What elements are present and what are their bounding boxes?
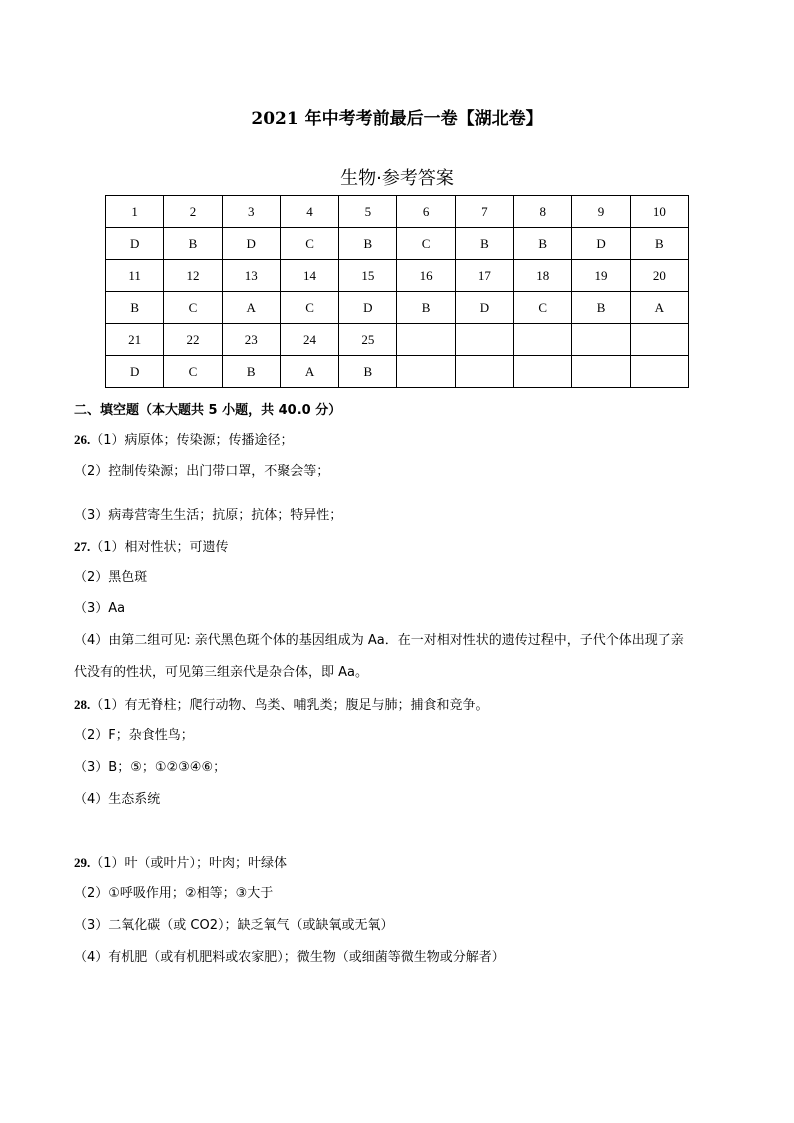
q28-text-1: （1）有无脊柱；爬行动物、鸟类、哺乳类；腹足与肺；捕食和竞争。	[90, 698, 489, 713]
table-cell: C	[164, 292, 222, 324]
page-subtitle: 生物·参考答案	[340, 168, 454, 189]
table-cell: B	[222, 356, 280, 388]
q28-line-4: （4）生态系统	[74, 792, 161, 807]
table-row-numbers	[106, 324, 689, 356]
table-cell: 1	[106, 196, 164, 228]
table-cell: B	[164, 228, 222, 260]
table-cell: C	[514, 292, 572, 324]
q29-number: 29.	[74, 855, 91, 870]
q27-line-3: （3）Aa	[74, 601, 126, 616]
table-cell: 23	[222, 324, 280, 356]
table-cell: 21	[106, 324, 164, 356]
table-cell: B	[514, 228, 572, 260]
q27-line-4a: （4）由第二组可见: 亲代黑色斑个体的基因组成为 Aa．在一对相对性状的遗传过程中，子代个体出现了亲	[74, 633, 684, 648]
table-cell: D	[572, 228, 630, 260]
q26-line-3: （3）病毒营寄生生活；抗原；抗体；特异性；	[74, 508, 343, 523]
table-cell: D	[339, 292, 397, 324]
table-cell: B	[630, 228, 688, 260]
table-cell: B	[397, 292, 455, 324]
table-cell: 6	[397, 196, 455, 228]
table-cell: 22	[164, 324, 222, 356]
table-cell: 17	[455, 260, 513, 292]
table-cell: 12	[164, 260, 222, 292]
table-cell: D	[455, 292, 513, 324]
q27-number: 27.	[74, 539, 91, 554]
q29-line-4: （4）有机肥（或有机肥料或农家肥）；微生物（或细菌等微生物或分解者）	[74, 950, 505, 965]
q28-line-2: （2）F；杂食性鸟；	[74, 728, 194, 743]
table-cell: 19	[572, 260, 630, 292]
table-cell: 13	[222, 260, 280, 292]
table-cell: C	[280, 228, 338, 260]
table-cell: 3	[222, 196, 280, 228]
table-cell	[572, 356, 630, 388]
table-cell: B	[106, 292, 164, 324]
q28-line-3: （3）B；⑤；①②③④⑥；	[74, 760, 227, 775]
table-cell	[455, 356, 513, 388]
table-cell	[514, 324, 572, 356]
q29-line-1	[74, 854, 734, 873]
table-row-numbers	[106, 260, 689, 292]
table-cell: B	[339, 356, 397, 388]
table-row-answers	[106, 356, 689, 388]
table-cell: 10	[630, 196, 688, 228]
table-cell: A	[222, 292, 280, 324]
q29-line-3: （3）二氧化碳（或 CO2）；缺乏氧气（或缺氧或无氧）	[74, 918, 394, 933]
table-cell: C	[280, 292, 338, 324]
table-cell: 20	[630, 260, 688, 292]
table-cell: 24	[280, 324, 338, 356]
table-row-answers	[106, 292, 689, 324]
table-cell: C	[164, 356, 222, 388]
q27-line-4b: 代没有的性状，可见第三组亲代是杂合体，即 Aa。	[74, 665, 368, 680]
table-cell: 14	[280, 260, 338, 292]
table-cell: A	[280, 356, 338, 388]
q27-text-1: （1）相对性状；可遗传	[90, 540, 229, 555]
table-cell	[514, 356, 572, 388]
table-cell: 15	[339, 260, 397, 292]
table-cell: 25	[339, 324, 397, 356]
table-cell	[572, 324, 630, 356]
q28-line-1	[74, 696, 734, 715]
table-row-answers	[106, 228, 689, 260]
q29-line-2: （2）①呼吸作用；②相等；③大于	[74, 886, 274, 901]
q26-number: 26.	[74, 432, 91, 447]
section-title: 二、填空题（本大题共 5 小题，共 40.0 分）	[74, 403, 342, 418]
table-cell: D	[222, 228, 280, 260]
table-cell: B	[572, 292, 630, 324]
table-cell: B	[339, 228, 397, 260]
table-cell: B	[455, 228, 513, 260]
table-cell	[397, 356, 455, 388]
table-cell: 4	[280, 196, 338, 228]
q26-text-1: （1）病原体；传染源；传播途径；	[90, 433, 294, 448]
q26-line-1	[74, 431, 734, 450]
table-cell	[455, 324, 513, 356]
page-title: 2021 年中考考前最后一卷【湖北卷】	[251, 109, 543, 129]
q27-line-1	[74, 538, 734, 557]
table-cell: C	[397, 228, 455, 260]
q27-line-2: （2）黑色斑	[74, 570, 148, 585]
q29-text-1: （1）叶（或叶片）；叶肉；叶绿体	[90, 856, 288, 871]
table-cell: A	[630, 292, 688, 324]
table-cell	[397, 324, 455, 356]
table-cell: D	[106, 356, 164, 388]
table-cell: 11	[106, 260, 164, 292]
table-cell: D	[106, 228, 164, 260]
table-cell: 2	[164, 196, 222, 228]
answer-table	[105, 195, 689, 388]
q28-number: 28.	[74, 697, 91, 712]
table-cell	[630, 324, 688, 356]
table-cell: 7	[455, 196, 513, 228]
table-cell	[630, 356, 688, 388]
table-cell: 16	[397, 260, 455, 292]
table-cell: 9	[572, 196, 630, 228]
table-cell: 18	[514, 260, 572, 292]
table-row-numbers	[106, 196, 689, 228]
q26-line-2: （2）控制传染源；出门带口罩，不聚会等；	[74, 464, 330, 479]
table-cell: 8	[514, 196, 572, 228]
table-cell: 5	[339, 196, 397, 228]
